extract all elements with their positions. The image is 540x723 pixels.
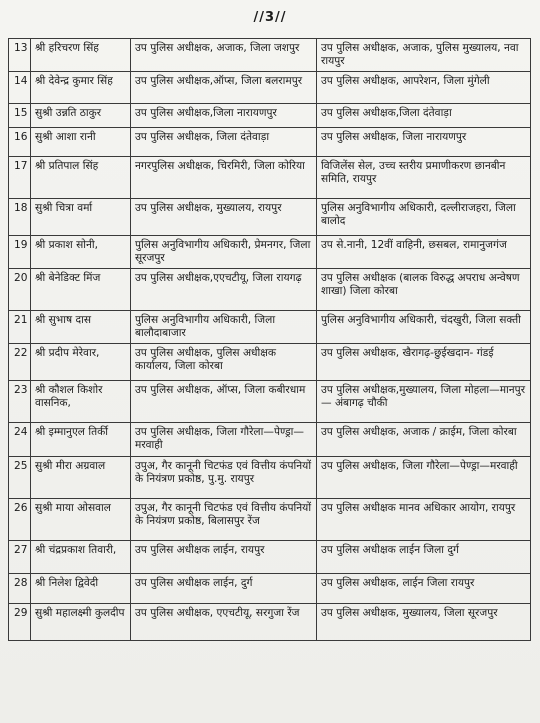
- officer-name: श्री चंद्रप्रकाश तिवारी,: [31, 541, 131, 574]
- current-posting: उपुअ, गैर कानूनी चिटफंड एवं वित्तीय कंपनियों के नियंत्रण प्रकोष्ठ, बिलासपुर रेंज: [131, 499, 317, 541]
- new-posting: विजिलेंस सेल, उच्च स्तरीय प्रमाणीकरण छानबीन समिति, रायपुर: [317, 157, 531, 199]
- row-number: 29: [9, 604, 31, 641]
- officer-name: सुश्री उन्नति ठाकुर: [31, 104, 131, 128]
- current-posting: उप पुलिस अधीक्षक, ऑप्स, जिला कबीरधाम: [131, 381, 317, 423]
- officer-name: श्री प्रतिपाल सिंह: [31, 157, 131, 199]
- officer-name: सुश्री मीरा अग्रवाल: [31, 457, 131, 499]
- officer-name: श्री कौशल किशोर वासनिक,: [31, 381, 131, 423]
- current-posting: नगरपुलिस अधीक्षक, चिरमिरी, जिला कोरिया: [131, 157, 317, 199]
- table-row: [9, 157, 531, 199]
- current-posting: पुलिस अनुविभागीय अधिकारी, जिला बालौदाबाजार: [131, 311, 317, 344]
- table-row: [9, 457, 531, 499]
- current-posting: उप पुलिस अधीक्षक, जिला दंतेवाड़ा: [131, 128, 317, 157]
- officer-name: श्री हरिचरण सिंह: [31, 39, 131, 72]
- new-posting: उप पुलिस अधीक्षक, जिला नारायणपुर: [317, 128, 531, 157]
- row-number: 21: [9, 311, 31, 344]
- row-number: 16: [9, 128, 31, 157]
- current-posting: उप पुलिस अधीक्षक, अजाक, जिला जशपुर: [131, 39, 317, 72]
- new-posting: पुलिस अनुविभागीय अधिकारी, चंदखुरी, जिला सक्ती: [317, 311, 531, 344]
- new-posting: उप पुलिस अधीक्षक, खैरागढ़-छुईखदान- गंडई: [317, 344, 531, 381]
- table-row: [9, 604, 531, 641]
- officer-name: श्री इम्मानुएल तिर्की: [31, 423, 131, 457]
- row-number: 23: [9, 381, 31, 423]
- new-posting: उप पुलिस अधीक्षक, आपरेशन, जिला मुंगेली: [317, 72, 531, 104]
- officer-name: श्री सुभाष दास: [31, 311, 131, 344]
- officer-name: श्री प्रदीप मेरेवार,: [31, 344, 131, 381]
- table-row: [9, 344, 531, 381]
- current-posting: उप पुलिस अधीक्षक,जिला नारायणपुर: [131, 104, 317, 128]
- row-number: 24: [9, 423, 31, 457]
- new-posting: उप पुलिस अधीक्षक, लाईन जिला रायपुर: [317, 574, 531, 604]
- current-posting: उप पुलिस अधीक्षक,एएचटीयू, जिला रायगढ़: [131, 269, 317, 311]
- page-number: //3//: [253, 10, 287, 25]
- new-posting: उप पुलिस अधीक्षक मानव अधिकार आयोग, रायपुर: [317, 499, 531, 541]
- table-row: [9, 423, 531, 457]
- new-posting: उप से.नानी, 12वीं वाहिनी, छसबल, रामानुजगंज: [317, 236, 531, 269]
- current-posting: उप पुलिस अधीक्षक, पुलिस अधीक्षक कार्यालय, जिला कोरबा: [131, 344, 317, 381]
- new-posting: उप पुलिस अधीक्षक, जिला गौरेला—पेण्ड्रा—मरवाही: [317, 457, 531, 499]
- row-number: 25: [9, 457, 31, 499]
- officer-name: सुश्री चित्रा वर्मा: [31, 199, 131, 236]
- table-row: [9, 541, 531, 574]
- row-number: 15: [9, 104, 31, 128]
- table-row: [9, 381, 531, 423]
- officer-name: श्री निलेश द्विवेदी: [31, 574, 131, 604]
- new-posting: पुलिस अनुविभागीय अधिकारी, दल्लीराजहरा, जिला बालोद: [317, 199, 531, 236]
- officer-name: सुश्री माया ओसवाल: [31, 499, 131, 541]
- table-row: [9, 199, 531, 236]
- row-number: 17: [9, 157, 31, 199]
- row-number: 27: [9, 541, 31, 574]
- officer-name: सुश्री महालक्ष्मी कुलदीप: [31, 604, 131, 641]
- new-posting: उप पुलिस अधीक्षक, अजाक / क्राईम, जिला कोरबा: [317, 423, 531, 457]
- officer-name: सुश्री आशा रानी: [31, 128, 131, 157]
- officer-name: श्री प्रकाश सोनी,: [31, 236, 131, 269]
- table-row: [9, 574, 531, 604]
- row-number: 18: [9, 199, 31, 236]
- new-posting: उप पुलिस अधीक्षक (बालक विरुद्ध अपराध अन्वेषण शाखा) जिला कोरबा: [317, 269, 531, 311]
- row-number: 28: [9, 574, 31, 604]
- table-row: [9, 269, 531, 311]
- row-number: 13: [9, 39, 31, 72]
- row-number: 26: [9, 499, 31, 541]
- new-posting: उप पुलिस अधीक्षक, मुख्यालय, जिला सूरजपुर: [317, 604, 531, 641]
- table-row: [9, 128, 531, 157]
- table-row: [9, 104, 531, 128]
- table-row: [9, 72, 531, 104]
- new-posting: उप पुलिस अधीक्षक, अजाक, पुलिस मुख्यालय, नवा रायपुर: [317, 39, 531, 72]
- table-row: [9, 311, 531, 344]
- transfer-table: [8, 38, 531, 641]
- row-number: 14: [9, 72, 31, 104]
- current-posting: उप पुलिस अधीक्षक लाईन, दुर्ग: [131, 574, 317, 604]
- current-posting: उप पुलिस अधीक्षक,ऑप्स, जिला बलरामपुर: [131, 72, 317, 104]
- officer-name: श्री बेनेडिक्ट मिंज: [31, 269, 131, 311]
- row-number: 20: [9, 269, 31, 311]
- table-row: [9, 499, 531, 541]
- current-posting: उपुअ, गैर कानूनी चिटफंड एवं वित्तीय कंपनियों के नियंत्रण प्रकोष्ठ, पु.मु. रायपुर: [131, 457, 317, 499]
- current-posting: उप पुलिस अधीक्षक, जिला गौरेला—पेण्ड्रा—मरवाही: [131, 423, 317, 457]
- transfer-table-body: [9, 39, 531, 641]
- row-number: 22: [9, 344, 31, 381]
- row-number: 19: [9, 236, 31, 269]
- table-row: [9, 236, 531, 269]
- officer-name: श्री देवेन्द्र कुमार सिंह: [31, 72, 131, 104]
- current-posting: उप पुलिस अधीक्षक, एएचटीयू, सरगुजा रेंज: [131, 604, 317, 641]
- current-posting: उप पुलिस अधीक्षक, मुख्यालय, रायपुर: [131, 199, 317, 236]
- current-posting: उप पुलिस अधीक्षक लाईन, रायपुर: [131, 541, 317, 574]
- new-posting: उप पुलिस अधीक्षक लाईन जिला दुर्ग: [317, 541, 531, 574]
- current-posting: पुलिस अनुविभागीय अधिकारी, प्रेमनगर, जिला सूरजपुर: [131, 236, 317, 269]
- new-posting: उप पुलिस अधीक्षक,जिला दंतेवाड़ा: [317, 104, 531, 128]
- new-posting: उप पुलिस अधीक्षक,मुख्यालय, जिला मोहला—मानपुर— अंबागढ़ चौकी: [317, 381, 531, 423]
- table-row: [9, 39, 531, 72]
